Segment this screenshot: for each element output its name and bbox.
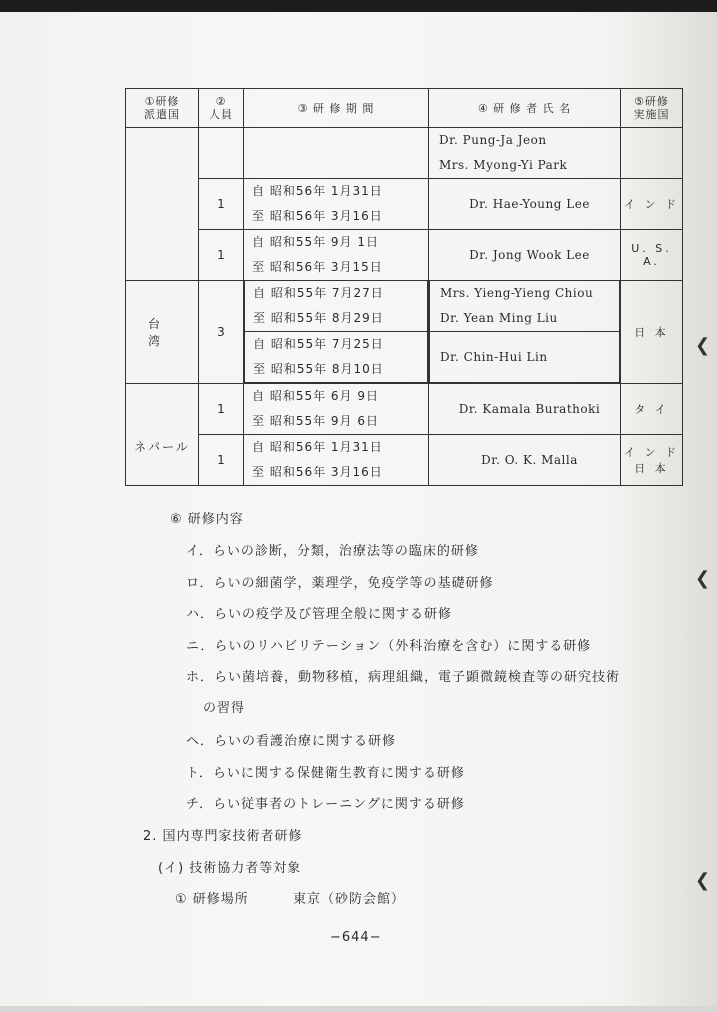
- subsection-heading: (イ) 技術協力者等対象: [158, 861, 302, 876]
- binding-mark-icon: ❮: [695, 335, 711, 356]
- binding-mark-icon: ❮: [695, 870, 711, 891]
- list-item: ヘ．らいの看護治療に関する研修: [186, 734, 397, 749]
- host-cell: タ イ: [621, 384, 683, 435]
- table-header-row: [126, 89, 683, 128]
- host-cell: U. S. A.: [621, 230, 683, 281]
- table-row-nepal: [126, 384, 683, 435]
- names-cell: [429, 230, 621, 281]
- count-cell: 3: [199, 281, 244, 384]
- period-cell: 自 昭和55年 7月27日 至 昭和55年 8月29日 自 昭和55年 7月25日 至 昭和55年 8月10日: [244, 281, 429, 384]
- list-item: ト．らいに関する保健衛生教育に関する研修: [186, 766, 465, 781]
- scan-bottom-edge: [0, 1006, 717, 1012]
- period-cell: 自 昭和55年 6月 9日 至 昭和55年 9月 6日: [244, 384, 429, 435]
- count-cell: [199, 128, 244, 179]
- header-period: ③ 研 修 期 間: [244, 89, 429, 128]
- header-count: ② 人員: [199, 89, 244, 128]
- trainee-name: Dr. Kamala Burathoki: [458, 402, 601, 416]
- period-cell: 自 昭和56年 1月31日 至 昭和56年 3月16日: [244, 179, 429, 230]
- header-trainees: ④ 研 修 者 氏 名: [429, 89, 621, 128]
- section-2-heading: 2. 国内専門家技術者研修: [143, 829, 303, 844]
- host-cell: 日 本: [621, 281, 683, 384]
- list-item-continued: の習得: [203, 701, 246, 716]
- count-cell: 1: [199, 179, 244, 230]
- page-number: −644−: [330, 930, 382, 945]
- names-cell: [429, 179, 621, 230]
- table-row: [126, 435, 683, 486]
- names-cell: [429, 128, 621, 179]
- trainee-name: Mrs. Yieng-Yieng Chiou: [440, 286, 594, 300]
- table-row: [126, 230, 683, 281]
- table-row: [126, 179, 683, 230]
- trainee-name: Dr. O. K. Malla: [481, 453, 578, 467]
- binding-mark-icon: ❮: [695, 568, 711, 589]
- table-row: [126, 128, 683, 179]
- period-cell: [244, 128, 429, 179]
- host-cell: イ ン ド: [621, 179, 683, 230]
- count-cell: 1: [199, 230, 244, 281]
- list-item: イ．らいの診断，分類，治療法等の臨床的研修: [186, 544, 479, 559]
- list-item: チ．らい従事者のトレーニングに関する研修: [186, 797, 465, 812]
- trainee-name: Dr. Hae-Young Lee: [469, 197, 590, 211]
- country-cell-continued: [126, 128, 199, 281]
- table-row-taiwan: [126, 281, 683, 384]
- trainee-name: Dr. Chin-Hui Lin: [440, 350, 548, 364]
- list-item: ホ．らい菌培養，動物移植，病理組織，電子顕微鏡検査等の研究技術: [186, 670, 621, 685]
- list-item: ロ．らいの細菌学，薬理学，免疫学等の基礎研修: [186, 576, 494, 591]
- trainee-name: Mrs. Myong-Yi Park: [439, 158, 568, 172]
- names-cell: [429, 384, 621, 435]
- trainee-name: Dr. Jong Wook Lee: [469, 248, 590, 262]
- list-item: ニ．らいのリハビリテーション（外科治療を含む）に関する研修: [186, 639, 592, 654]
- period-cell: 自 昭和55年 9月 1日 至 昭和56年 3月15日: [244, 230, 429, 281]
- count-cell: 1: [199, 384, 244, 435]
- period-cell: 自 昭和56年 1月31日 至 昭和56年 3月16日: [244, 435, 429, 486]
- names-cell: [429, 281, 621, 384]
- venue-label: ① 研修場所: [175, 892, 249, 907]
- names-cell: [429, 435, 621, 486]
- host-cell: [621, 128, 683, 179]
- list-item: ハ．らいの疫学及び管理全般に関する研修: [186, 607, 453, 622]
- country-cell: ネパール: [126, 384, 199, 486]
- count-cell: 1: [199, 435, 244, 486]
- host-cell: イ ン ド 日 本: [621, 435, 683, 486]
- venue-value: 東京（砂防会館）: [293, 892, 406, 907]
- scan-dark-edge: [0, 0, 717, 12]
- header-country: ①研修 派遣国: [126, 89, 199, 128]
- trainee-name: Dr. Pung-Ja Jeon: [439, 133, 547, 147]
- section-6-heading: ⑥ 研修内容: [170, 512, 244, 527]
- header-host: ⑤研修 実施国: [621, 89, 683, 128]
- trainee-name: Dr. Yean Ming Liu: [440, 311, 558, 325]
- country-cell: 台 湾: [126, 281, 199, 384]
- trainee-table: [125, 88, 683, 486]
